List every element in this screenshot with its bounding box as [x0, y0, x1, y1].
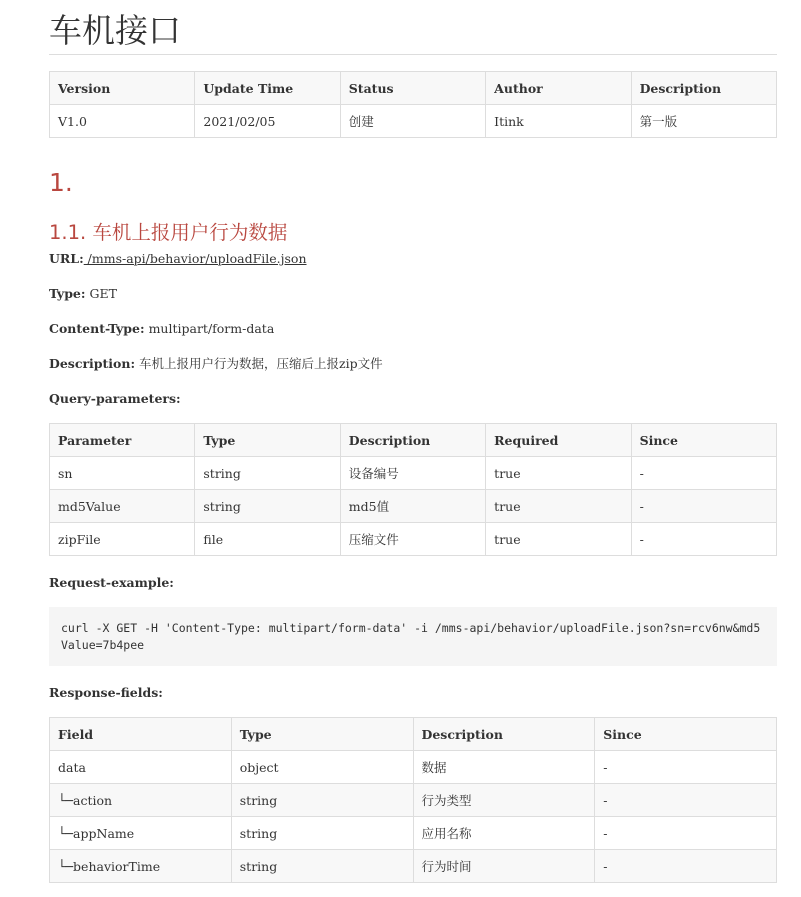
url-label: URL:: [49, 251, 84, 266]
table-header-cell: Parameter: [50, 424, 195, 457]
url-link[interactable]: /mms-api/behavior/uploadFile.json: [83, 251, 307, 266]
table-header-row: [50, 424, 777, 457]
table-row: [50, 457, 777, 490]
table-cell: -: [595, 817, 777, 850]
section-heading: 1.: [49, 168, 73, 197]
table-cell: true: [486, 523, 631, 556]
table-header-cell: Update Time: [195, 72, 340, 105]
table-cell: └─action: [50, 784, 232, 817]
table-header-cell: Type: [231, 718, 413, 751]
table-cell: md5值: [340, 490, 485, 523]
table-cell: Itink: [486, 105, 631, 138]
table-row: [50, 490, 777, 523]
table-cell: string: [195, 457, 340, 490]
content-type-value: multipart/form-data: [144, 321, 275, 336]
page-title: 车机接口: [49, 0, 777, 55]
request-example-label: Request-example:: [49, 575, 174, 590]
table-header-cell: Since: [631, 424, 776, 457]
table-header-cell: Author: [486, 72, 631, 105]
url-field: [49, 251, 777, 267]
type-value: GET: [85, 286, 117, 301]
table-cell: 行为时间: [413, 850, 595, 883]
table-cell: 设备编号: [340, 457, 485, 490]
table-row: [50, 817, 777, 850]
table-cell: true: [486, 490, 631, 523]
table-header-cell: Description: [631, 72, 776, 105]
table-header-cell: Type: [195, 424, 340, 457]
table-cell: file: [195, 523, 340, 556]
table-cell: 数据: [413, 751, 595, 784]
type-field: [49, 286, 777, 302]
table-cell: string: [231, 850, 413, 883]
table-header-cell: Status: [340, 72, 485, 105]
api-heading: 1.1. 车机上报用户行为数据: [49, 221, 288, 244]
table-cell: md5Value: [50, 490, 195, 523]
table-cell: string: [231, 817, 413, 850]
table-cell: └─behaviorTime: [50, 850, 232, 883]
table-cell: └─appName: [50, 817, 232, 850]
table-cell: -: [595, 850, 777, 883]
table-header-cell: Description: [413, 718, 595, 751]
table-cell: -: [595, 751, 777, 784]
table-cell: V1.0: [50, 105, 195, 138]
description-value: 车机上报用户行为数据，压缩后上报zip文件: [135, 356, 383, 371]
table-cell: -: [631, 490, 776, 523]
table-cell: 2021/02/05: [195, 105, 340, 138]
table-row: [50, 105, 777, 138]
table-header-cell: Description: [340, 424, 485, 457]
request-example-code: curl -X GET -H 'Content-Type: multipart/form-data' -i /mms-api/behavior/uploadFile.json?sn=rcv6nw&md5Value=7b4pee: [49, 607, 777, 666]
table-header-cell: Version: [50, 72, 195, 105]
table-cell: zipFile: [50, 523, 195, 556]
version-table: [49, 71, 777, 138]
query-parameters-label: Query-parameters:: [49, 391, 181, 406]
content-type-field: [49, 321, 777, 337]
table-header-cell: Required: [486, 424, 631, 457]
description-label: Description:: [49, 356, 136, 371]
table-cell: 创建: [340, 105, 485, 138]
table-cell: 第一版: [631, 105, 776, 138]
table-row: [50, 523, 777, 556]
table-cell: data: [50, 751, 232, 784]
table-cell: -: [631, 457, 776, 490]
table-row: [50, 751, 777, 784]
table-cell: -: [631, 523, 776, 556]
type-label: Type:: [49, 286, 86, 301]
table-cell: 行为类型: [413, 784, 595, 817]
table-cell: string: [195, 490, 340, 523]
response-fields-heading: [49, 685, 777, 701]
table-cell: sn: [50, 457, 195, 490]
query-parameters-heading: [49, 391, 777, 407]
request-example-heading: [49, 575, 777, 591]
table-cell: -: [595, 784, 777, 817]
table-header-row: [50, 72, 777, 105]
table-cell: 应用名称: [413, 817, 595, 850]
table-header-cell: Field: [50, 718, 232, 751]
table-cell: string: [231, 784, 413, 817]
table-cell: true: [486, 457, 631, 490]
content-type-label: Content-Type:: [49, 321, 145, 336]
description-field: [49, 356, 777, 372]
table-header-row: [50, 718, 777, 751]
table-header-cell: Since: [595, 718, 777, 751]
table-cell: 压缩文件: [340, 523, 485, 556]
table-row: [50, 784, 777, 817]
response-fields-table: [49, 717, 777, 883]
query-parameters-table: [49, 423, 777, 556]
table-row: [50, 850, 777, 883]
table-cell: object: [231, 751, 413, 784]
response-fields-label: Response-fields:: [49, 685, 163, 700]
